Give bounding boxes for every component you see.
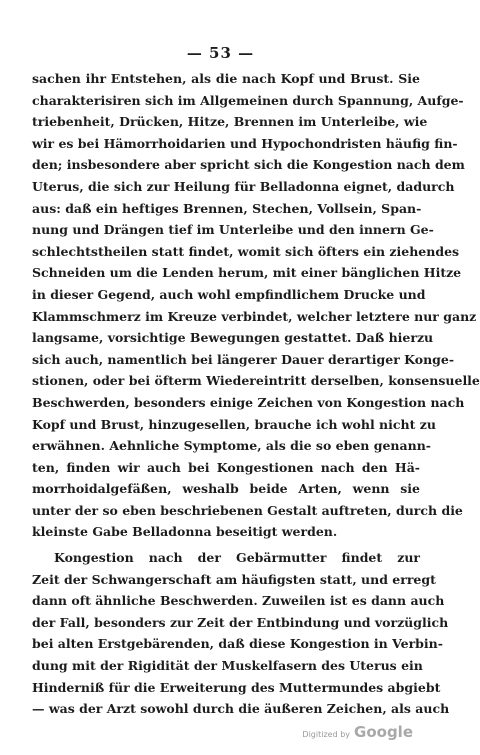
text-line: Beschwerden, besonders einige Zeichen von Kongestion nach [32,394,465,410]
text-line: Klammschmerz im Kreuze verbindet, welcher letztere nur ganz [32,308,477,324]
page-number: — 53 — [186,44,255,62]
body-text [32,68,480,720]
text-line: dann oft ähnliche Beschwerden. Zuweilen ist es dann auch [32,593,445,609]
paragraph-2 [32,547,450,720]
text-line: wir es bei Hämorrhoidarien und Hypochondristen häufig fin- [32,135,458,151]
text-line: Uterus, die sich zur Heilung für Belladonna eignet, dadurch [32,178,455,194]
google-logo: Google [354,723,413,741]
text-line: Zeit der Schwangerschaft am häufigsten statt, und erregt [32,571,436,587]
text-line: Kongestion nach der Gebärmutter findet zur [54,550,420,566]
text-line: morrhoidalgefäßen, weshalb beide Arten, wenn sie [32,481,420,497]
text-line: erwähnen. Aehnliche Symptome, als die so eben genann- [32,438,431,454]
text-line: nung und Drängen tief im Unterleibe und den innern Ge- [32,222,434,238]
text-line: langsame, vorsichtige Bewegungen gestattet. Daß hierzu [32,330,434,346]
text-line: Schneiden um die Lenden herum, mit einer bänglichen Hitze [32,265,462,281]
text-line: kleinste Gabe Belladonna beseitigt werden. [32,524,338,540]
text-line: sich auch, namentlich bei längerer Dauer derartiger Konge- [32,351,455,367]
watermark-prefix: Digitized by [302,730,351,739]
text-line: der Fall, besonders zur Zeit der Entbindung und vorzüglich [32,614,449,630]
text-line: ten, finden wir auch bei Kongestionen nach den Hä- [32,459,420,475]
text-line: bei alten Erstgebärenden, daß diese Kongestion in Verbin- [32,636,443,652]
text-line: charakterisiren sich im Allgemeinen durch Spannung, Aufge- [32,92,464,108]
text-line: aus: daß ein heftiges Brennen, Stechen, Vollsein, Span- [32,200,422,216]
text-line: Kopf und Brust, hinzugesellen, brauche ich wohl nicht zu [32,416,436,432]
text-line: triebenheit, Drücken, Hitze, Brennen im Unterleibe, wie [32,114,428,130]
text-line: unter der so eben beschriebenen Gestalt auftreten, durch die [32,502,463,518]
text-line: sachen ihr Entstehen, als die nach Kopf und Brust. Sie [32,71,420,86]
text-line: in dieser Gegend, auch wohl empfindlichem Drucke und [32,286,426,302]
paragraph-1 [32,68,480,543]
digitized-by-google-watermark [302,723,413,741]
text-line: stionen, oder bei öfterm Wiedereintritt derselben, konsensuelle [32,373,480,389]
text-line: den; insbesondere aber spricht sich die Kongestion nach dem [32,157,465,173]
text-line: schlechtstheilen statt findet, womit sich öfters ein ziehendes [32,243,460,259]
text-line: dung mit der Rigidität der Muskelfasern des Uterus ein [32,658,423,674]
text-line: Hinderniß für die Erweiterung des Muttermundes abgiebt [32,679,441,695]
text-line: — was der Arzt sowohl durch die äußeren Zeichen, als auch [32,701,450,717]
